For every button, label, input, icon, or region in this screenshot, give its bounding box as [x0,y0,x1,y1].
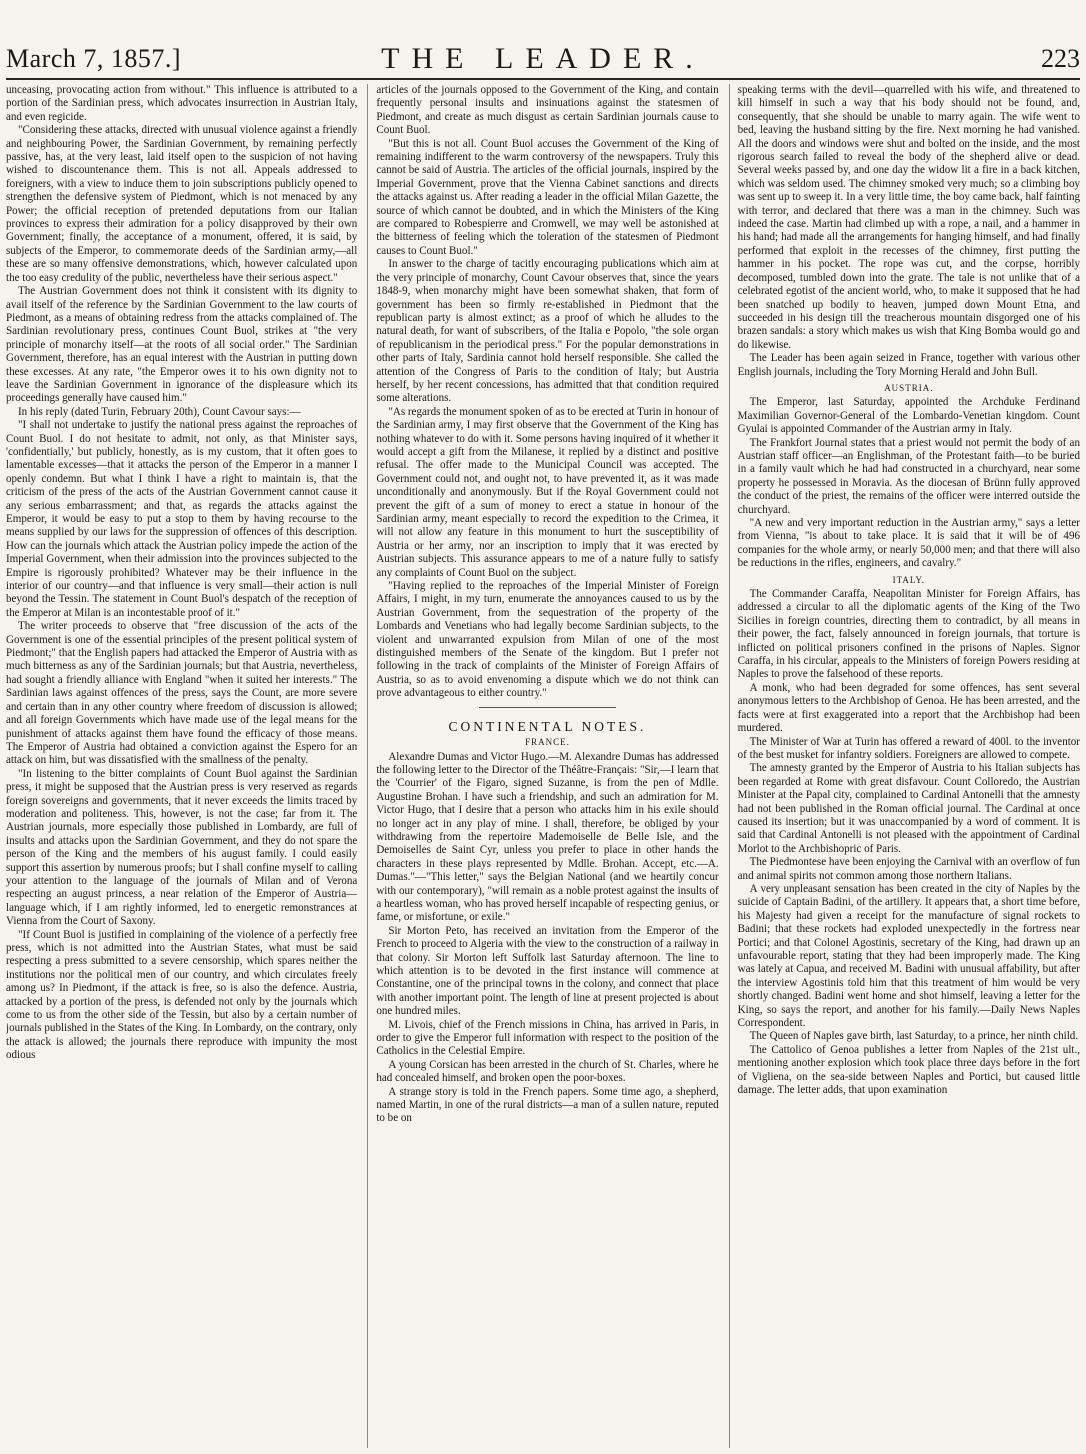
column-2 [367,84,718,1448]
paragraph: speaking terms with the devil—quarrelled with his wife, and threatened to kill himself in such a way that his body should not be found, and, consequently, that she should be unable to marry again. The wife went to bed, leaving the husband sitting by the fire. Next morning he had vanished. All the doors and windows were shut and bolted on the inside, and the most rigorous search failed to reveal the body of the shepherd alive or dead. Several weeks passed by, and one day the widow lit a fire in a back kitchen, which was seldom used. The chimney smoked very much; so a climbing boy was sent up to sweep it. In a very little time, the boy came back, half fainting with terror, and declared that there was a man in the chimney. Such was indeed the case. Martin had climbed up with a rope, a nail, and a hammer in his hand; had made all the arrangements for hanging himself, and had finally performed that exploit in the recesses of the chimney, first putting the hammer in his pocket. The rope was cut, and the corpse, horribly decomposed, tumbled down into the grate. The tale is not unlike that of a celebrated egotist of the ancient world, who, to make it supposed that he had been snatched up bodily to heaven, jumped down Mount Etna, and succeeded in his design till the treacherous mountain disgorged one of his brazen sandals: a story which makes us wish that King Bomba would go and do likewise. [737,84,1080,351]
column-3 [729,84,1080,1448]
masthead [6,40,1080,80]
section-title: CONTINENTAL NOTES. [448,718,647,734]
column-3-before [738,84,1080,379]
austria-heading: AUSTRIA. [884,382,934,393]
paragraph: A very unpleasant sensation has been created in the city of Naples by the suicide of Captain Badini, of the artillery. It appears that, a short time before, his Majesty had given a receipt for the manufacture of signal rockets to Badini; that these rockets had exploded unexpectedly in the fortress near Portici; and that Colonel Agostinis, secretary of the King, had drawn up an unfavourable report, stating that they had been improperly made. The King was lately at Capua, and received M. Badini with unusual affability, but after the interview Agostinis told him that this treatment of him would be very shortly changed. Badini went home and shot himself, leaving a letter for the King, so says the report, and another for his family.—Daily News Naples Correspondent. [737,882,1080,1030]
paragraph: The Frankfort Journal states that a priest would not permit the body of an Austrian staff officer—an Englishman, of the Protestant faith—to be buried in a family vault which he had had constructed in a churchyard, near some property he possessed in Moravia. As the diocesan of Brünn fully approved the conduct of the priest, the remains of the officer were interred outside the churchyard. [737,436,1080,516]
page-number: 223 [1041,44,1080,73]
paragraph: A strange story is told in the French papers. Some time ago, a shepherd, named Martin, in one of the rural districts—a man of a sullen nature, reputed to be on [376,1085,719,1125]
paragraph: A monk, who had been degraded for some offences, has sent several anonymous letters to the Archbishop of Genoa. He has been arrested, and the facts were at first exaggerated into a report that the Archbishop had been murdered. [737,681,1080,735]
paragraph: "Having replied to the reproaches of the Imperial Minister of Foreign Affairs, I might, in my turn, enumerate the annoyances caused to us by the Austrian Government, from the sequestration of the property of the Lombards and Venetians who had legally become Sardinian subjects, to the violent and unwarranted expulsion from Milan of one of the most distinguished members of the Senate of the kingdom. But I prefer not following in the track of complaints of the Minister of Foreign Affairs of Austria, so as to avoid envenoming a dispute which we do not think can prove advantageous to either country." [376,580,719,700]
paragraph: The Minister of War at Turin has offered a reward of 400l. to the inventor of the best musket for infantry soldiers. Foreigners are allowed to compete. [737,735,1080,761]
paragraph: The Queen of Naples gave birth, last Saturday, to a prince, her ninth child. [749,1030,1079,1043]
paragraph: The Commander Caraffa, Neapolitan Minister for Foreign Affairs, has addressed a circular to all the diplomatic agents of the King of the Two Sicilies in foreign countries, directing them to contradict, by all means in their power, the fact, falsely announced in foreign journals, that torture is inflicted on political prisoners confined in the prisons of Naples. Signor Caraffa, in his circular, appeals to the Ministers of foreign Powers residing at Naples to prove the falsehood of these reports. [737,588,1080,681]
paragraph: M. Livois, chief of the French missions in China, has arrived in Paris, in order to give the Emperor full information with respect to the position of the Catholics in the Celestial Empire. [376,1018,719,1058]
newspaper-title: THE LEADER. [381,42,705,75]
italy-section [738,588,1080,1097]
paragraph: Sir Morton Peto, has received an invitation from the Emperor of the French to proceed to Algeria with the view to the construction of a railway in that colony. Sir Morton left Suffolk last Saturday afternoon. The line to which attention is to be devoted in the first instance will commence at Constantine, one of the principal towns in the colony, and connect that place with another important point. The length of line at present projected is about one hundred miles. [376,924,719,1018]
paragraph: The writer proceeds to observe that "free discussion of the acts of the Government is one of the essential principles of the present political system of Piedmont;" that the English papers had attacked the Emperor of Austria with as much bitterness as any of the Sardinian journals; but that Austria, nevertheless, had sought a friendly alliance with England "when it suited her interests." The Sardinian laws against offences of the press, says the Count, are more severe and certain than in any other country where freedom of discussion is allowed; and all foreign Governments which have made use of the legal means for the punishment of attacks against them have found the efficacy of those means. The Emperor of Austria had obtained a conviction against the Espero for an attack on him, but was dissatisfied with the smallness of the penalty. [6,620,358,767]
paragraph: In answer to the charge of tacitly encouraging publications which aim at the very principle of monarchy, Count Cavour observes that, since the years 1848-9, when monarchy might have been somewhat shaken, that form of government has been so firmly re-established in Piedmont that the republican party is almost extinct; as a proof of which he alludes to the natural death, for want of subscribers, of the Italia e Popolo, "the sole organ of republicanism in the periodical press." For the popular demonstrations in other parts of Italy, Sardinia cannot hold herself responsible. She called the attention of the Congress of Paris to the condition of Italy; but Austria herself, by her recent concessions, has admitted that that condition required some alterations. [376,258,719,405]
paragraph: "If Count Buol is justified in complaining of the violence of a perfectly free press, which is not admitted into the Austrian States, what must be said respecting a press submitted to a severe censorship, which spares neither the institutions nor the political men of our country, and which circulates freely among us? In Piedmont, if the attack is free, so is also the defence. Austria, attacked by a portion of the press, is defended not only by the journals which come to us from the other side of the Tessin, but also by a certain number of journals published in the States of the King. In Lombardy, on the contrary, only the attack is allowed; the journals there reproduce with impunity the most odious [6,928,358,1062]
paragraph: The Austrian Government does not think it consistent with its dignity to avail itself of the reference by the Sardinian Government to the law courts of Piedmont, as a means of obtaining redress from the attacks complained of. The Sardinian revolutionary press, continues Count Buol, strikes at "the very principle of monarchy itself—at the roots of all social order." The Sardinian Government, therefore, has an equal interest with the Austrian in putting down these excesses. At any rate, "the Emperor owes it to his own dignity not to leave the Sardinian Government in ignorance of the displeasure which its proceedings generally have caused him." [6,285,358,405]
article-columns [6,84,1080,1448]
paragraph: The Piedmontese have been enjoying the Carnival with an overflow of fun and animal spirits not common among those northern Italians. [737,856,1080,882]
paragraph: The Leader has been again seized in France, together with various other English journals, including the Tory Morning Herald and John Bull. [737,352,1080,378]
italy-heading: ITALY. [892,574,926,585]
paragraph: "Considering these attacks, directed with unusual violence against a friendly and neighbouring Power, the Sardinian Government, by remaining perfectly passive, has, at the very least, laid itself open to the suspicion of not having wished to discountenance them. This is not all. Appeals addressed to foreigners, with a view to induce them to join subscriptions publicly opened to strengthen the defensive system of Piedmont, which is not menaced by any Power; the official reception of pretended deputations from our Italian provinces to express their admiration for a policy disapproved by their own Government; finally, the acceptance of a monument, offered, it is said, by subjects of the Emperor, to commemorate deeds of the Sardinian army,—all these are so many offensive demonstrations, which, however calculated upon the too easy credulity of the public, nevertheless have their serious aspect." [6,124,358,284]
austria-section [738,396,1080,570]
column-2-before [376,84,718,701]
column-1 [6,84,357,1448]
france-heading: FRANCE. [525,737,570,748]
paragraph: The amnesty granted by the Emperor of Austria to his Italian subjects has been regarded at Rome with great disfavour. Count Colloredo, the Austrian Minister at the Papal city, complained to Cardinal Antonelli that the amnesty had not been published in the Roman official journal. The Cardinal at once caused its insertion; but it was unaccompanied by a word of comment. It is said that Cardinal Antonelli is not pleased with the appointment of Cardinal Morlot to the Archbishopric of Paris. [737,762,1080,855]
column-2-after [376,751,718,1126]
section-rule [479,707,616,708]
paragraph: "As regards the monument spoken of as to be erected at Turin in honour of the Sardinian army, I may first observe that the Government of the King has nothing whatever to do with it. Some persons having inquired of it whether it would accept a gift from the Milanese, it replied by a distinct and positive refusal. The offer made to the Municipal Council was accepted. The Government could not, and ought not, to have prevented it, as it was made unconditionally and anonymously. But if the Royal Government could not prevent the gift of a sum of money to erect a statue in honour of the Sardinian army, meant especially to record the expedition to the Crimea, it will not allow any feature in this monument to hurt the susceptibility of Austria or her army, nor an inscription to imply that it was erected by Austrian subjects. This assurance appears to me of a nature fully to satisfy any complaints of Count Buol on the subject. [376,405,719,579]
issue-date: March 7, 1857.] [6,44,182,73]
paragraph: "But this is not all. Count Buol accuses the Government of the King of remaining indifferent to the warm controversy of the newspapers. Truly this cannot be said of Austria. The articles of the official journals, inspired by the Imperial Government, prove that the Vienna Cabinet sanctions and directs the attacks against us. After reading a leader in the official Milan Gazette, the source of which cannot be doubted, and in which the Ministers of the King are compared to Robespierre and Cromwell, we may well be astonished at the bitterness of feeling which the toleration of the statesmen of Piedmont causes to Count Buol." [376,137,719,257]
paragraph: The Emperor, last Saturday, appointed the Archduke Ferdinand Maximilian Governor-General of the Lombardo-Venetian kingdom. Count Gyulai is appointed Commander of the Austrian army in Italy. [737,396,1080,436]
paragraph: unceasing, provocating action from without." This influence is attributed to a portion of the Sardinian press, which advocates insurrection in Austrian Italy, and even regicide. [6,84,358,123]
paragraph: "I shall not undertake to justify the national press against the reproaches of Count Buol. I do not hesitate to admit, not only, as that Minister says, 'confidentially,' but publicly, honestly, as is my custom, that it often goes to lamentable excesses—that it attacks the person of the Emperor in a manner I openly condemn. But what I think I have a right to maintain is, that the criticism of the press of the acts of the Austrian Government cannot cause it any serious embarrassment; and that, as regards the attacks against the Emperor, it would be easy to put a stop to them by having recourse to the means supplied by our laws for the suppression of offences of this description. How can the journals which attack the Austrian policy impede the action of the Imperial Government, when their admission into the provinces subjected to the Empire is rigorously prohibited? Whatever may be their influence in the interior of our country—and that influence is very small—their action is null beyond the Tessin. The statement in Count Buol's despatch of the reception of the Emperor at Milan is an incontestable proof of it." [6,419,358,619]
paragraph: articles of the journals opposed to the Government of the King, and contain frequently personal insults and insinuations against the statesmen of Piedmont, and create as much disgust as certain Sardinian journals cause to Count Buol. [376,84,719,137]
paragraph: Alexandre Dumas and Victor Hugo.—M. Alexandre Dumas has addressed the following letter to the Director of the Théâtre-Français: "Sir,—I learn that the 'Courrier' of the Figaro, signed Suzanne, is from the pen of Mdlle. Augustine Brohan. I have such a friendship, and such an admiration for M. Victor Hugo, that I desire that a person who attacks him in his exile should no longer act in any play of mine. I shall, therefore, be obliged by your withdrawing from the repertoire Mademoiselle de Belle Isle, and the Demoiselles de Saint Cyr, unless you prefer to place in other hands the characters in these plays represented by Mdlle. Brohan. Accept, etc.—A. Dumas."—"This letter," says the Belgian National (and we heartily concur with our contemporary), "will remain as a noble protest against the insults of a heartless woman, who has proved herself incapable of respecting genius, or fame, or misfortune, or exile." [376,750,719,924]
paragraph: In his reply (dated Turin, February 20th), Count Cavour says:— [18,405,301,418]
paragraph: "A new and very important reduction in the Austrian army," says a letter from Vienna, "is about to take place. It is said that it will be of 496 companies for the whole army, or nearly 50,000 men; and that there will also be reductions in the rifles, engineers, and cavalry." [737,517,1080,570]
paragraph: A young Corsican has been arrested in the church of St. Charles, where he had concealed himself, and broken open the poor-boxes. [376,1058,719,1085]
paragraph: The Cattolico of Genoa publishes a letter from Naples of the 21st ult., mentioning another explosion which took place three days before in the fort of Vigliena, on the sea-side between Naples and Portici, but caused little damage. The letter adds, that upon examination [737,1043,1080,1097]
paragraph: "In listening to the bitter complaints of Count Buol against the Sardinian press, it might be supposed that the Austrian press is very reserved as regards foreign sovereigns and governments, that it never exceeds the limits traced by moderation and politeness. This, however, is not the case; far from it. The Austrian journals, more especially those published in Lombardy, are full of insults and attacks upon the Sardinian Government, and they do not spare the person of the King and the members of his august family. I could easily support this assertion by numerous proofs; but I shall confine myself to calling your attention to the language of the journals of Milan and of Verona respecting an august princess, a near relation of the Emperor of Austria—language which, if I am rightly informed, led to energetic remonstrances at Vienna from the Court of Saxony. [6,767,358,928]
